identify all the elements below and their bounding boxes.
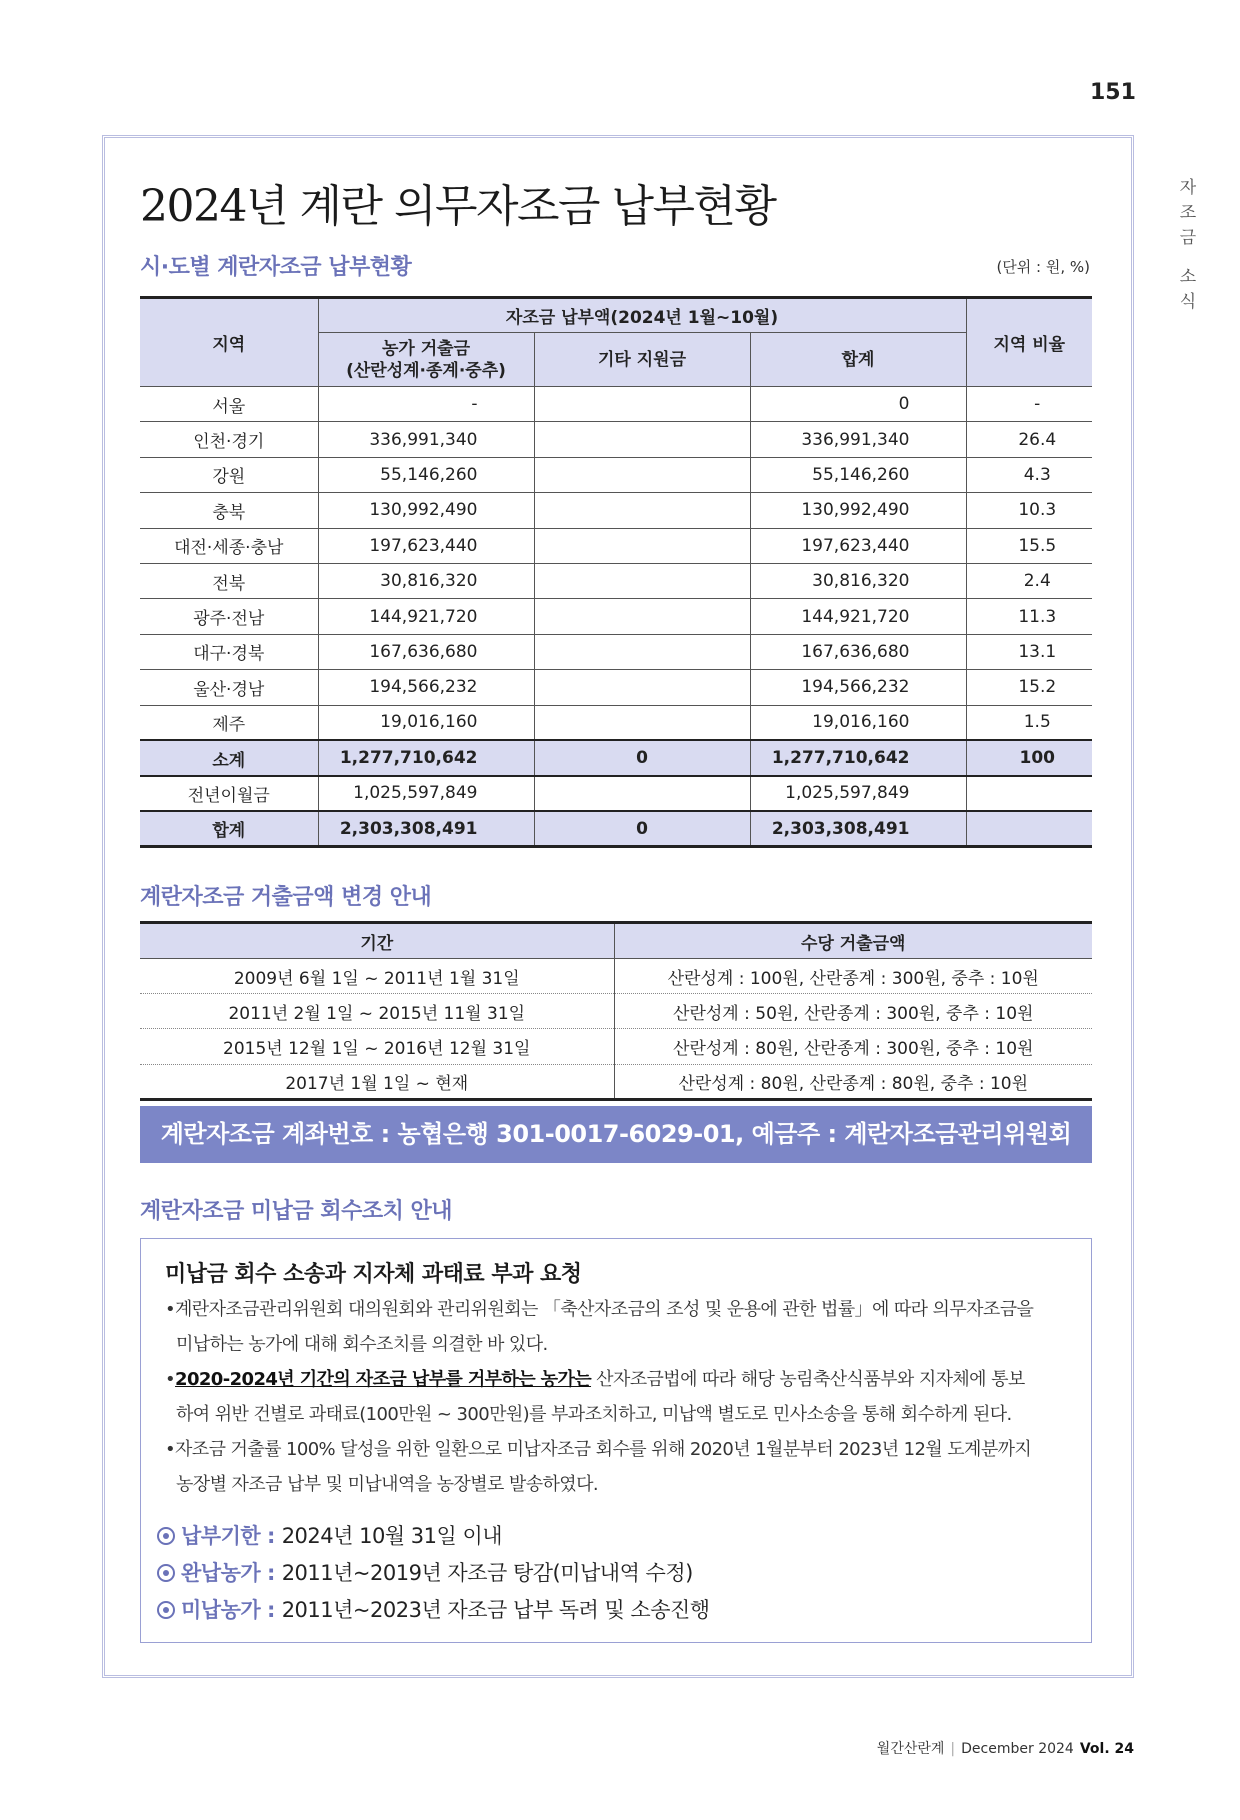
page-number: 151 — [1090, 80, 1136, 105]
table-row: 서울 - 0 - — [140, 387, 1092, 422]
table-row: 광주·전남 144,921,720 144,921,720 11.3 — [140, 599, 1092, 634]
schedule-deadline: 납부기한 : 2024년 10월 31일 이내 — [157, 1520, 502, 1550]
header-region: 지역 — [140, 298, 318, 387]
table-row: 2009년 6월 1일 ~ 2011년 1월 31일 산란성계 : 100원, 산란종계 : 300원, 중추 : 10원 — [140, 959, 1092, 994]
unit-note: (단위 : 원, %) — [996, 258, 1090, 276]
table-row: 제주 19,016,160 19,016,160 1.5 — [140, 705, 1092, 740]
target-bullet-icon — [157, 1527, 175, 1545]
header-period: 기간 — [140, 923, 614, 959]
table-row: 대구·경북 167,636,680 167,636,680 13.1 — [140, 634, 1092, 669]
header-amount: 수당 거출금액 — [614, 923, 1092, 959]
header-farm: 농가 거출금 (산란성계·종계·중추) — [318, 333, 534, 387]
section-title-rate-change: 계란자조금 거출금액 변경 안내 — [140, 885, 432, 910]
table-row: 인천·경기 336,991,340 336,991,340 26.4 — [140, 422, 1092, 457]
header-other: 기타 지원금 — [534, 333, 750, 387]
schedule-paid-farms: 완납농가 : 2011년~2019년 자조금 탕감(미납내역 수정) — [157, 1557, 693, 1587]
account-number-banner: 계란자조금 계좌번호 : 농협은행 301-0017-6029-01, 예금주 : 계란자조금관리위원회 — [140, 1106, 1092, 1163]
arrears-notice-box — [140, 1238, 1092, 1643]
side-section-label: 자 조 금 소 식 — [1179, 178, 1197, 312]
table-row: 2011년 2월 1일 ~ 2015년 11월 31일 산란성계 : 50원, 산란종계 : 300원, 중추 : 10원 — [140, 994, 1092, 1029]
notice-bullet-3: •자조금 거출률 100% 달성을 위한 일환으로 미납자조금 회수를 위해 2020년 1월분부터 2023년 12월 도계분까지 농장별 자조금 납부 및 미납내역을 농장별로 발송하였다. — [165, 1439, 1032, 1495]
header-sum: 합계 — [750, 333, 966, 387]
table-row: 전북 30,816,320 30,816,320 2.4 — [140, 563, 1092, 598]
section-title-arrears: 계란자조금 미납금 회수조치 안내 — [140, 1199, 453, 1224]
notice-heading: 미납금 회수 소송과 지자체 과태료 부과 요청 — [165, 1262, 582, 1287]
section-title-regional: 시·도별 계란자조금 납부현황 — [140, 255, 412, 280]
table-row: 울산·경남 194,566,232 194,566,232 15.2 — [140, 670, 1092, 705]
table-row: 2015년 12월 1일 ~ 2016년 12월 31일 산란성계 : 80원, 산란종계 : 300원, 중추 : 10원 — [140, 1029, 1092, 1064]
table-row: 강원 55,146,260 55,146,260 4.3 — [140, 457, 1092, 492]
carryover-row: 전년이월금 1,025,597,849 1,025,597,849 — [140, 776, 1092, 811]
header-payment-group: 자조금 납부액(2024년 1월~10월) — [318, 298, 966, 333]
table-row: 대전·세종·충남 197,623,440 197,623,440 15.5 — [140, 528, 1092, 563]
page-title: 2024년 계란 의무자조금 납부현황 — [140, 181, 776, 232]
target-bullet-icon — [157, 1601, 175, 1619]
subtotal-row: 소계 1,277,710,642 0 1,277,710,642 100 — [140, 740, 1092, 775]
total-row: 합계 2,303,308,491 0 2,303,308,491 — [140, 811, 1092, 846]
schedule-unpaid-farms: 미납농가 : 2011년~2023년 자조금 납부 독려 및 소송진행 — [157, 1594, 710, 1624]
page-footer: 월간산란계 | December 2024 Vol. 24 — [876, 1741, 1134, 1757]
regional-payment-table — [140, 296, 1092, 848]
rate-change-table — [140, 921, 1092, 1101]
table-row: 2017년 1월 1일 ~ 현재 산란성계 : 80원, 산란종계 : 80원, 중추 : 10원 — [140, 1064, 1092, 1099]
header-ratio: 지역 비율 — [966, 298, 1092, 387]
target-bullet-icon — [157, 1564, 175, 1582]
notice-bullet-1: •계란자조금관리위원회 대의원회와 관리위원회는 「축산자조금의 조성 및 운용에 관한 법률」에 따라 의무자조금을 미납하는 농가에 대해 회수조치를 의결한 바 있다. — [165, 1299, 1034, 1355]
table-row: 충북 130,992,490 130,992,490 10.3 — [140, 493, 1092, 528]
notice-bullet-2: •2020-2024년 기간의 자조금 납부를 거부하는 농가는 산자조금법에 따라 해당 농림축산식품부와 지자체에 통보 하여 위반 건별로 과태료(100만원 ~ 300만원)를 부과조치하고, 미납액 별도로 민사소송을 통해 회수하게 된다. — [165, 1369, 1025, 1425]
